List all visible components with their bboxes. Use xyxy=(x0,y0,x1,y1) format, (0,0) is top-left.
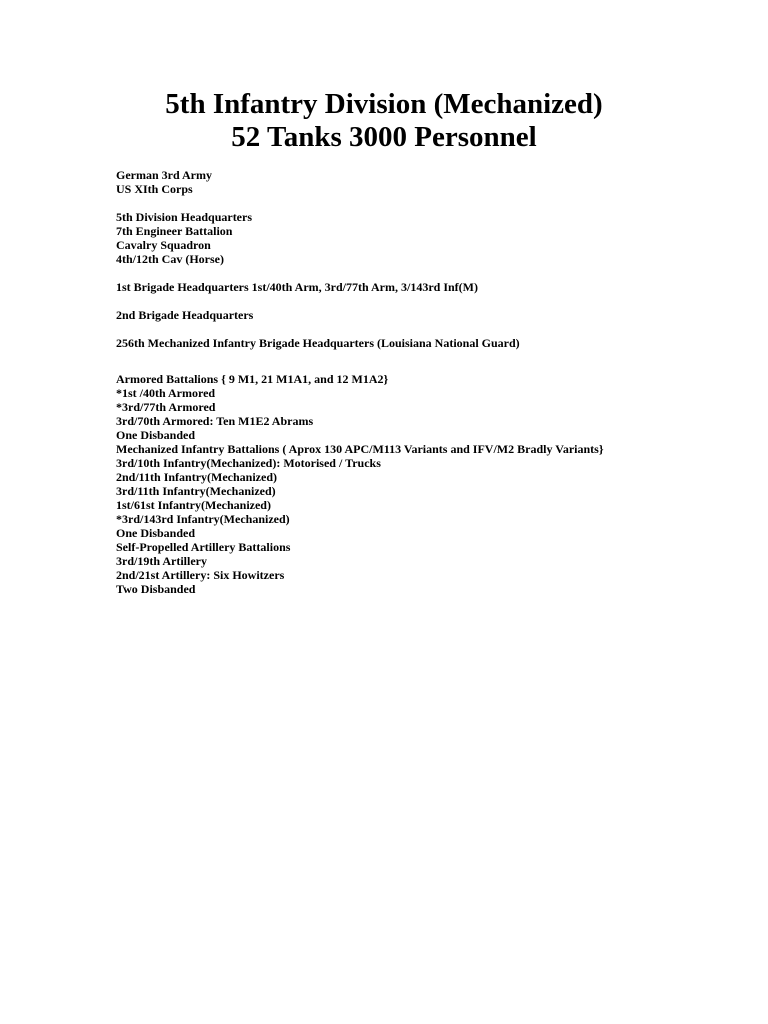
battalion-line: 3rd/19th Artillery xyxy=(116,554,207,568)
battalion-line: 3rd/11th Infantry(Mechanized) xyxy=(116,484,276,498)
battalion-line: 2nd/11th Infantry(Mechanized) xyxy=(116,470,278,484)
headquarters-line: Cavalry Squadron xyxy=(116,238,211,252)
battalion-line: Mechanized Infantry Battalions ( Aprox 130 APC/M113 Variants and IFV/M2 Bradly Variants} xyxy=(116,442,604,456)
battalion-line: One Disbanded xyxy=(116,526,196,540)
title-line-division: 5th Infantry Division (Mechanized) xyxy=(165,88,603,120)
headquarters-line: 7th Engineer Battalion xyxy=(116,224,233,238)
brigade-2-line: 2nd Brigade Headquarters xyxy=(116,308,254,322)
command-line: US XIth Corps xyxy=(116,182,193,196)
battalion-line: Self-Propelled Artillery Battalions xyxy=(116,540,291,554)
brigade-1-line: 1st Brigade Headquarters 1st/40th Arm, 3rd/77th Arm, 3/143rd Inf(M) xyxy=(116,280,478,294)
title-line-strength: 52 Tanks 3000 Personnel xyxy=(231,121,537,153)
battalion-line: One Disbanded xyxy=(116,428,196,442)
document-body xyxy=(116,168,736,596)
battalion-line: 3rd/10th Infantry(Mechanized): Motorised / Trucks xyxy=(116,456,381,470)
headquarters-line: 5th Division Headquarters xyxy=(116,210,253,224)
headquarters-line: 4th/12th Cav (Horse) xyxy=(116,252,224,266)
battalion-line: 2nd/21st Artillery: Six Howitzers xyxy=(116,568,285,582)
battalion-line: *3rd/143rd Infantry(Mechanized) xyxy=(116,512,290,526)
battalion-line: 3rd/70th Armored: Ten M1E2 Abrams xyxy=(116,414,314,428)
command-line: German 3rd Army xyxy=(116,168,212,182)
battalion-line: *1st /40th Armored xyxy=(116,386,216,400)
battalion-line: Armored Battalions { 9 M1, 21 M1A1, and 12 M1A2} xyxy=(116,372,389,386)
brigade-256-line: 256th Mechanized Infantry Brigade Headquarters (Louisiana National Guard) xyxy=(116,336,520,350)
battalion-line: *3rd/77th Armored xyxy=(116,400,216,414)
document-title xyxy=(0,88,768,154)
battalion-line: Two Disbanded xyxy=(116,582,196,596)
battalion-line: 1st/61st Infantry(Mechanized) xyxy=(116,498,271,512)
